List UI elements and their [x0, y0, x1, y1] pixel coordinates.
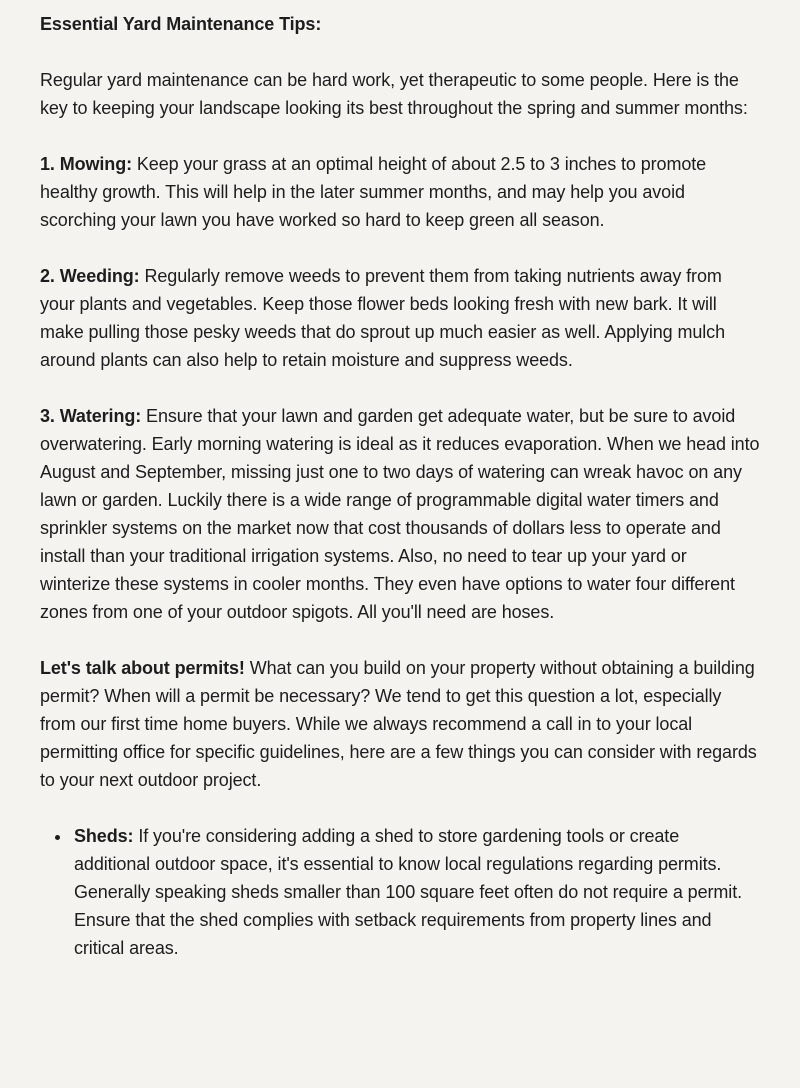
sheds-lead: Sheds: — [74, 826, 134, 846]
tip-weeding-paragraph — [40, 262, 760, 374]
permit-considerations-list — [40, 822, 760, 962]
tip-weeding-lead: 2. Weeding: — [40, 266, 140, 286]
list-item-sheds — [72, 822, 760, 962]
page-title: Essential Yard Maintenance Tips: — [40, 14, 322, 34]
permits-paragraph — [40, 654, 760, 794]
intro-paragraph — [40, 66, 760, 122]
tip-watering-lead: 3. Watering: — [40, 406, 142, 426]
tip-mowing-body: Keep your grass at an optimal height of about 2.5 to 3 inches to promote healthy growth. This will help in the later summer months, and may help you avoid scorching your lawn you have worked so hard to keep green all season. — [40, 154, 707, 230]
sheds-body: If you're considering adding a shed to store gardening tools or create additional outdoor space, it's essential to know local regulations regarding permits. Generally speaking sheds smaller than 100 square feet often do not require a permit. Ensure that the shed complies with setback requirements from property lines and critical areas. — [74, 826, 742, 958]
tip-weeding-body: Regularly remove weeds to prevent them from taking nutrients away from your plants and vegetables. Keep those flower beds looking fresh with new bark. It will make pulling those pesky weeds that do sprout up much easier as well. Applying mulch around plants can also help to retain moisture and suppress weeds. — [40, 266, 725, 370]
permits-body: What can you build on your property without obtaining a building permit? When will a permit be necessary? We tend to get this question a lot, especially from our first time home buyers. While we always recommend a call in to your local permitting office for specific guidelines, here are a few things you can consider with regards to your next outdoor project. — [40, 658, 757, 790]
tip-watering-paragraph — [40, 402, 760, 626]
tip-mowing-paragraph — [40, 150, 760, 234]
permits-lead: Let's talk about permits! — [40, 658, 245, 678]
tip-watering-body: Ensure that your lawn and garden get adequate water, but be sure to avoid overwatering. Early morning watering is ideal as it reduces evaporation. When we head into August and September, missing just one to two days of watering can wreak havoc on any lawn or garden. Luckily there is a wide range of programmable digital water timers and sprinkler systems on the market now that cost thousands of dollars less to operate and install than your traditional irrigation systems. Also, no need to tear up your yard or winterize these systems in cooler months. They even have options to water four different zones from one of your outdoor spigots. All you'll need are hoses. — [40, 406, 760, 622]
intro-text: Regular yard maintenance can be hard work, yet therapeutic to some people. Here is the key to keeping your landscape looking its best throughout the spring and summer months: — [40, 70, 748, 118]
tip-mowing-lead: 1. Mowing: — [40, 154, 132, 174]
